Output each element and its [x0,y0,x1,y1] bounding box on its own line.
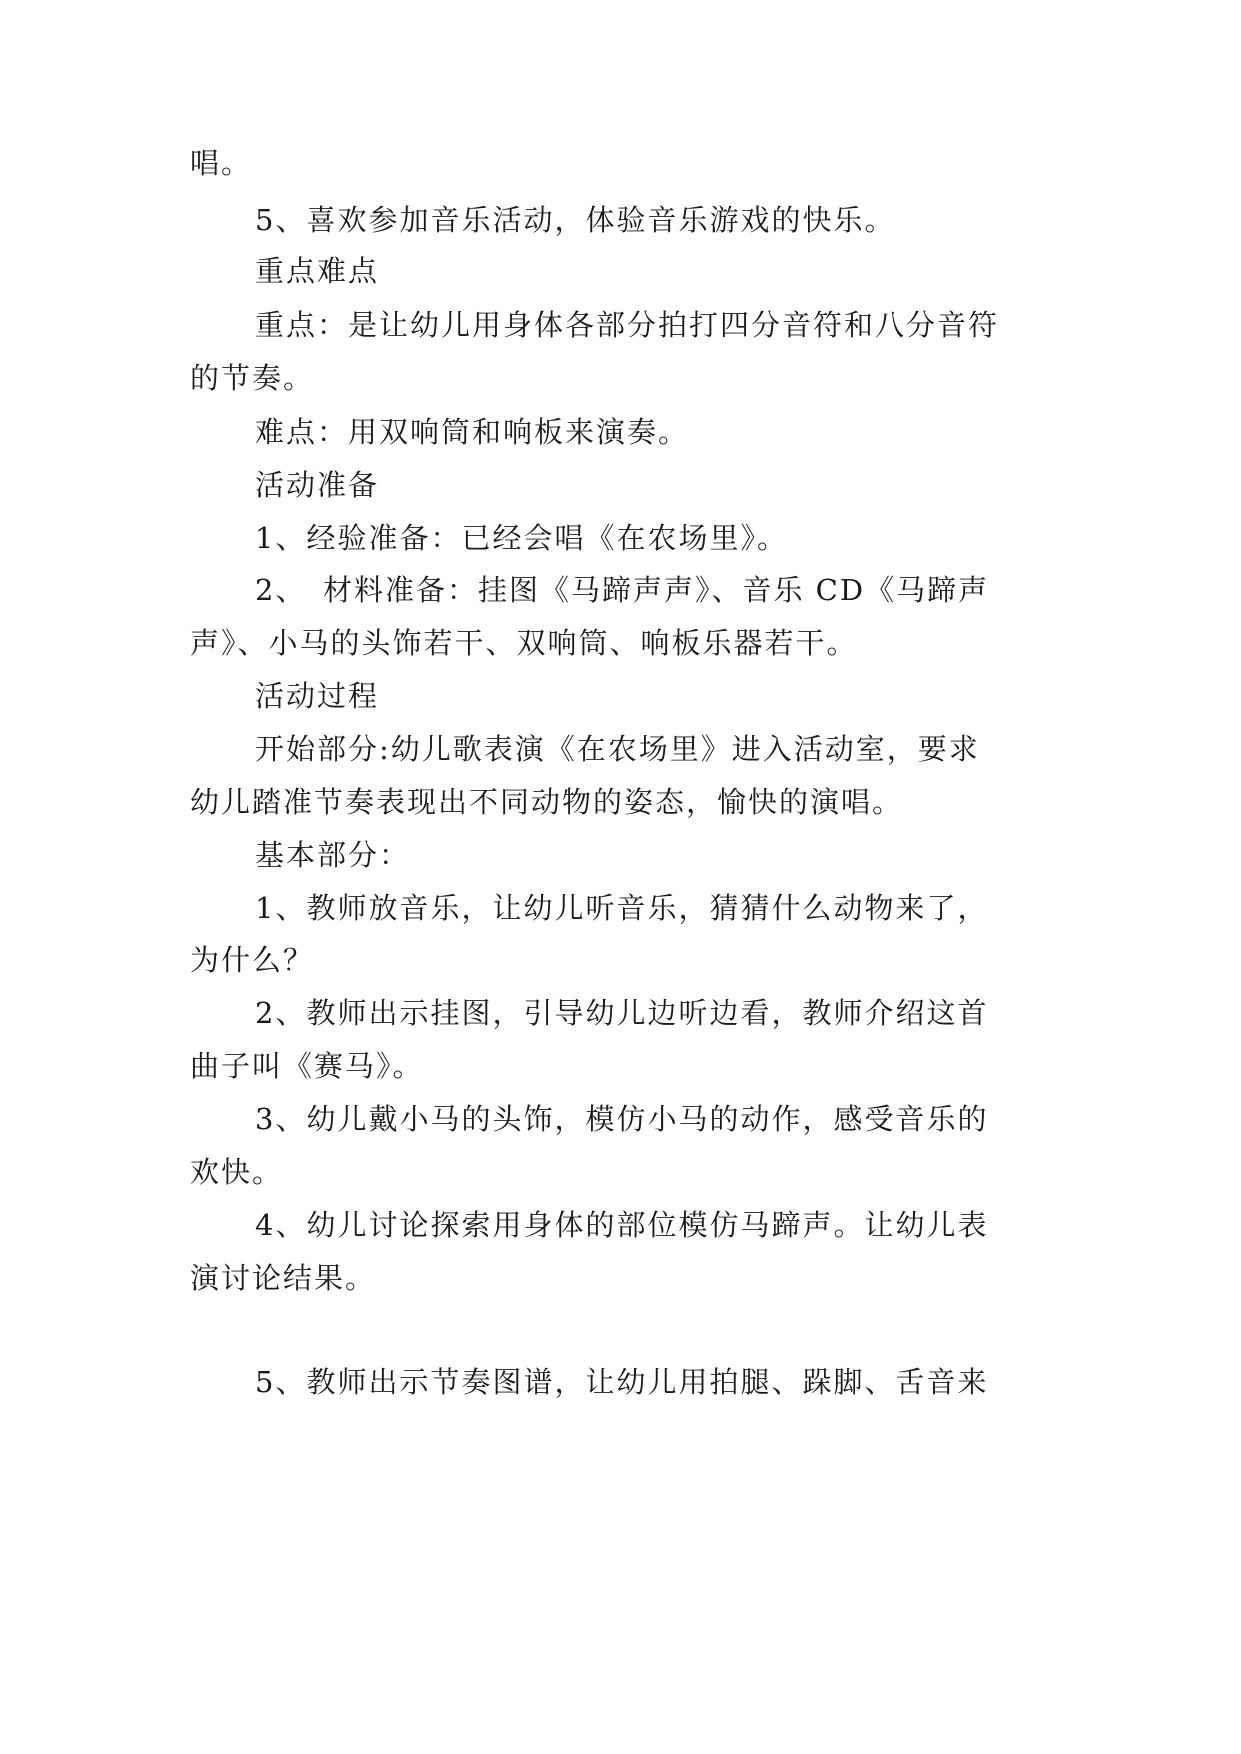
text-line: 为什么？ [190,943,315,977]
text-line: 欢快。 [190,1155,284,1189]
text-line: 2、教师出示挂图，引导幼儿边听边看，教师介绍这首 [255,996,989,1030]
text-line: 开始部分:幼儿歌表演《在农场里》进入活动室，要求 [255,732,980,766]
text-line: 曲子叫《赛马》。 [190,1049,424,1083]
text-line: 3、幼儿戴小马的头饰，模仿小马的动作，感受音乐的 [255,1102,989,1136]
text-line: 5、喜欢参加音乐活动，体验音乐游戏的快乐。 [255,203,896,237]
text-line: 演讨论结果。 [190,1261,377,1295]
text-line: 重点：是让幼儿用身体各部分拍打四分音符和八分音符 [255,308,1000,342]
text-line: 1、经验准备：已经会唱《在农场里》。 [255,521,788,555]
text-line: 声》、小马的头饰若干、双响筒、响板乐器若干。 [190,626,858,660]
text-line: 唱。 [190,146,253,180]
text-line: 4、幼儿讨论探索用身体的部位模仿马蹄声。让幼儿表 [255,1208,989,1242]
text-line: 2、 材料准备：挂图《马蹄声声》、音乐 CD《马蹄声 [255,573,990,607]
text-line: 幼儿踏准节奏表现出不同动物的姿态，愉快的演唱。 [190,785,904,819]
text-line: 5、教师出示节奏图谱，让幼儿用拍腿、跺脚、舌音来 [255,1365,989,1399]
section-heading: 基本部分： [255,838,411,872]
section-heading: 重点难点 [255,254,380,288]
section-heading: 活动过程 [255,679,380,713]
section-heading: 活动准备 [255,468,380,502]
text-line: 难点：用双响筒和响板来演奏。 [255,415,690,449]
text-line: 1、教师放音乐，让幼儿听音乐，猜猜什么动物来了， [255,891,989,925]
text-line: 的节奏。 [190,361,315,395]
